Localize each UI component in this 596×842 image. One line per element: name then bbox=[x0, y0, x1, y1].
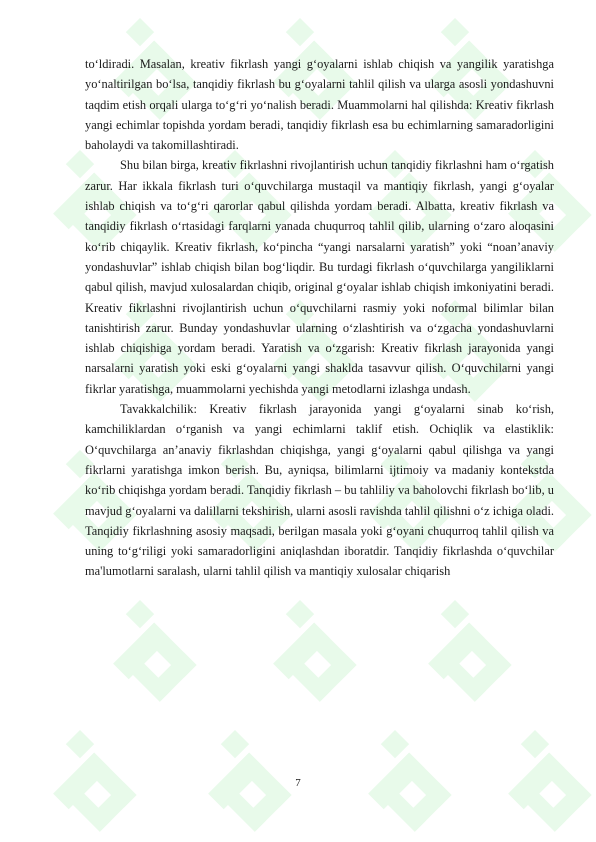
paragraph-1: to‘ldiradi. Masalan, kreativ fikrlash yangi g‘oyalarni ishlab chiqish va yangilik yaratishga yo‘naltirilgan bo‘lsa, tanqidiy fikrlash bu g‘oyalarni tahlil qilish va ularga asosli yondashuvni taqdim etish orqali ularga to‘g‘ri yo‘nalish beradi. Muammolarni hal qilishda: Kreativ fikrlash yangi echimlar topishda yordam beradi, tanqidiy fikrlash esa bu echimlarning samaradorligini baholaydi va takomillashtiradi. bbox=[85, 57, 554, 153]
paragraph-3: Tavakkalchilik: Kreativ fikrlash jarayonida yangi g‘oyalarni sinab ko‘rish, kamchiliklardan o‘rganish va yangi echimlarni taklif etish. Ochiqlik va elastiklik: O‘quvchilarga an’anaviy fikrlashdan chiqishga, yangi g‘oyalarni qabul qilishga va yangi fikrlarni yaratishga imkon berish. Bu, ayniqsa, bilimlarni ijtimoiy va madaniy kontekstda ko‘rib chiqishga yordam beradi. Tanqidiy fikrlash – bu tahliliy va baholovchi fikrlash bo‘lib, u mavjud g‘oyalarni va dalillarni tekshirish, ularni asosli ravishda tahlil qilishni o‘z ichiga oladi. Tanqidiy fikrlashning asosiy maqsadi, berilgan masala yoki g‘oyani chuqurroq tahlil qilish va uning to‘g‘riligi yoki samaradorligini aniqlashdan iboratdir. Tanqidiy fikrlashda o‘quvchilar ma'lumotlarni saralash, ularni tahlil qilish va mantiqiy xulosalar chiqarish bbox=[85, 402, 554, 579]
body-text bbox=[85, 54, 554, 582]
paragraph-2: Shu bilan birga, kreativ fikrlashni rivojlantirish uchun tanqidiy fikrlashni ham o‘rgatish zarur. Har ikkala fikrlash turi o‘quvchilarga mustaqil va mantiqiy fikrlash, yangi g‘oyalar ishlab chiqish va to‘g‘ri qarorlar qabul qilishda yordam beradi. Albatta, kreativ fikrlash va tanqidiy fikrlash o‘rtasidagi farqlarni yanada chuqurroq tahlil qilib, ularning o‘zaro aloqasini ko‘rib chiqaylik. Kreativ fikrlash, ko‘pincha “yangi narsalarni yaratish” yoki “noan’anaviy yondashuvlar” ishlab chiqish bilan bog‘liqdir. Bu turdagi fikrlash o‘quvchilarga yangiliklarni qabul qilish, mavjud xulosalardan chiqib, original g‘oyalar ishlab chiqish imkoniyatini beradi. Kreativ fikrlashni rivojlantirish uchun o‘quvchilarni rasmiy yoki noformal bilimlar bilan tanishtirish zarur. Bunday yondashuvlar ularning o‘zlashtirish va o‘zgacha yondashuvlarni ishlab chiqishiga yordam beradi. Yaratish va o‘zgarish: Kreativ fikrlash jarayonida yangi narsalarni yaratish yoki eski g‘oyalarni yangi shaklda tasavvur qilish. O‘quvchilarni yangi fikrlar yaratishga, muammolarni yechishda yangi metodlarni izlashga undash. bbox=[85, 158, 554, 396]
page-number: 7 bbox=[295, 777, 301, 789]
